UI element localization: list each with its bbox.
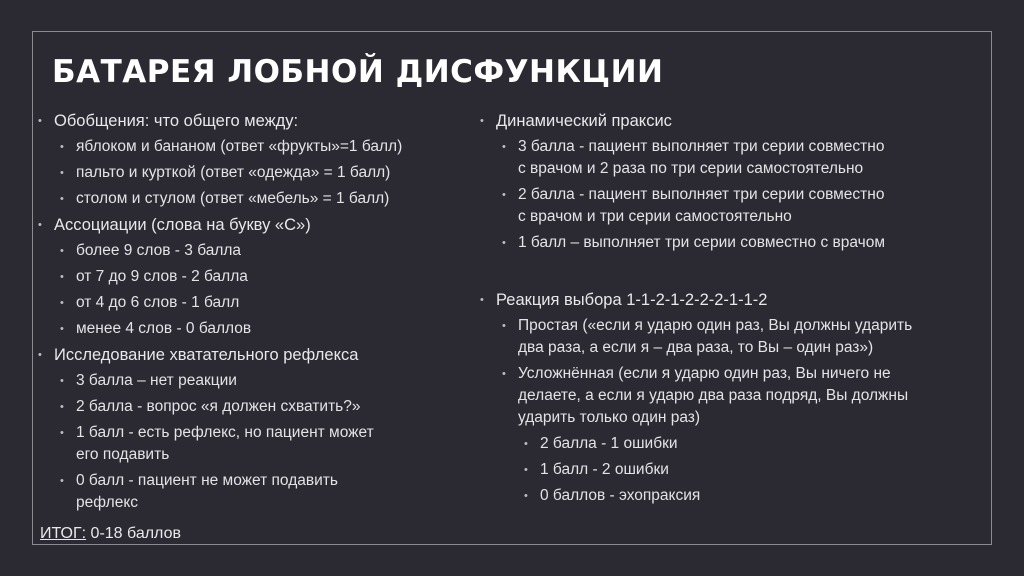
list-item <box>38 136 468 158</box>
item-text: яблоком и бананом (ответ «фрукты»=1 балл) <box>76 138 403 155</box>
bullet-icon: • <box>38 349 42 361</box>
bullet-icon: • <box>60 323 64 335</box>
item-text-line: Простая («если я ударю один раз, Вы должны ударить <box>518 317 913 334</box>
item-text-line: ударить только один раз) <box>518 409 701 426</box>
bullet-icon: • <box>60 141 64 153</box>
item-text-line: его подавить <box>76 446 170 463</box>
list-item <box>480 184 980 228</box>
choice-reaction-heading <box>480 289 980 311</box>
item-text: 1 балл - 2 ошибки <box>540 461 669 478</box>
left-column <box>38 110 468 514</box>
summary-value: 0-18 баллов <box>86 525 181 542</box>
list-item <box>480 459 980 481</box>
item-text: 3 балла – нет реакции <box>76 372 237 389</box>
item-text: более 9 слов - 3 балла <box>76 242 242 259</box>
heading-text: Динамический праксис <box>496 112 672 130</box>
bullet-icon: • <box>38 219 42 231</box>
list-item <box>38 292 468 314</box>
associations-heading <box>38 214 468 236</box>
list-item <box>38 396 468 418</box>
list-item <box>480 363 980 429</box>
item-text-line: с врачом и три серии самостоятельно <box>518 208 792 225</box>
spacer <box>480 254 980 285</box>
item-text: от 4 до 6 слов - 1 балл <box>76 294 240 311</box>
bullet-icon: • <box>60 475 64 487</box>
bullet-icon: • <box>60 167 64 179</box>
grasp-reflex-heading <box>38 344 468 366</box>
right-column <box>480 110 980 507</box>
item-text: менее 4 слов - 0 баллов <box>76 320 252 337</box>
bullet-icon: • <box>60 427 64 439</box>
heading-text: Реакция выбора 1-1-2-1-2-2-2-1-1-2 <box>496 291 768 309</box>
item-text-line: 0 балл - пациент не может подавить <box>76 472 338 489</box>
bullet-icon: • <box>480 294 484 306</box>
item-text-line: Усложнённая (если я ударю один раз, Вы ничего не <box>518 365 891 382</box>
list-item <box>38 266 468 288</box>
item-text-line: два раза, а если я – два раза, то Вы – один раз») <box>518 339 874 356</box>
heading-text: Исследование хватательного рефлекса <box>54 346 359 364</box>
list-item <box>38 188 468 210</box>
bullet-icon: • <box>524 438 528 450</box>
generalization-heading <box>38 110 468 132</box>
bullet-icon: • <box>502 320 506 332</box>
bullet-icon: • <box>60 193 64 205</box>
item-text-line: 3 балла - пациент выполняет три серии совместно <box>518 138 885 155</box>
bullet-icon: • <box>524 490 528 502</box>
slide-title: БАТАРЕЯ ЛОБНОЙ ДИСФУНКЦИИ <box>52 54 664 90</box>
list-item <box>480 485 980 507</box>
item-text: 1 балл – выполняет три серии совместно с врачом <box>518 234 886 251</box>
item-text: 0 баллов - эхопраксия <box>540 487 701 504</box>
item-text-line: 2 балла - пациент выполняет три серии совместно <box>518 186 885 203</box>
heading-text: Обобщения: что общего между: <box>54 112 299 130</box>
list-item <box>38 240 468 262</box>
bullet-icon: • <box>502 368 506 380</box>
heading-text: Ассоциации (слова на букву «С») <box>54 216 311 234</box>
list-item <box>480 315 980 359</box>
dynamic-praxis-heading <box>480 110 980 132</box>
bullet-icon: • <box>524 464 528 476</box>
list-item <box>480 232 980 254</box>
list-item <box>480 433 980 455</box>
bullet-icon: • <box>480 115 484 127</box>
list-item <box>38 162 468 184</box>
summary <box>40 525 181 543</box>
list-item <box>38 470 468 514</box>
summary-label: ИТОГ: <box>40 525 87 542</box>
item-text: пальто и курткой (ответ «одежда» = 1 балл) <box>76 164 391 181</box>
list-item <box>480 136 980 180</box>
item-text-line: рефлекс <box>76 494 139 511</box>
list-item <box>38 318 468 340</box>
item-text: от 7 до 9 слов - 2 балла <box>76 268 248 285</box>
item-text: 2 балла - вопрос «я должен схватить?» <box>76 398 361 415</box>
list-item <box>38 422 468 466</box>
bullet-icon: • <box>502 141 506 153</box>
item-text-line: с врачом и 2 раза по три серии самостоятельно <box>518 160 864 177</box>
bullet-icon: • <box>502 237 506 249</box>
list-item <box>38 370 468 392</box>
item-text-line: 1 балл - есть рефлекс, но пациент может <box>76 424 374 441</box>
item-text: 2 балла - 1 ошибки <box>540 435 678 452</box>
item-text: столом и стулом (ответ «мебель» = 1 балл) <box>76 190 390 207</box>
bullet-icon: • <box>60 297 64 309</box>
bullet-icon: • <box>60 401 64 413</box>
bullet-icon: • <box>60 245 64 257</box>
bullet-icon: • <box>38 115 42 127</box>
bullet-icon: • <box>60 271 64 283</box>
item-text-line: делаете, а если я ударю два раза подряд, Вы должны <box>518 387 909 404</box>
bullet-icon: • <box>60 375 64 387</box>
bullet-icon: • <box>502 189 506 201</box>
